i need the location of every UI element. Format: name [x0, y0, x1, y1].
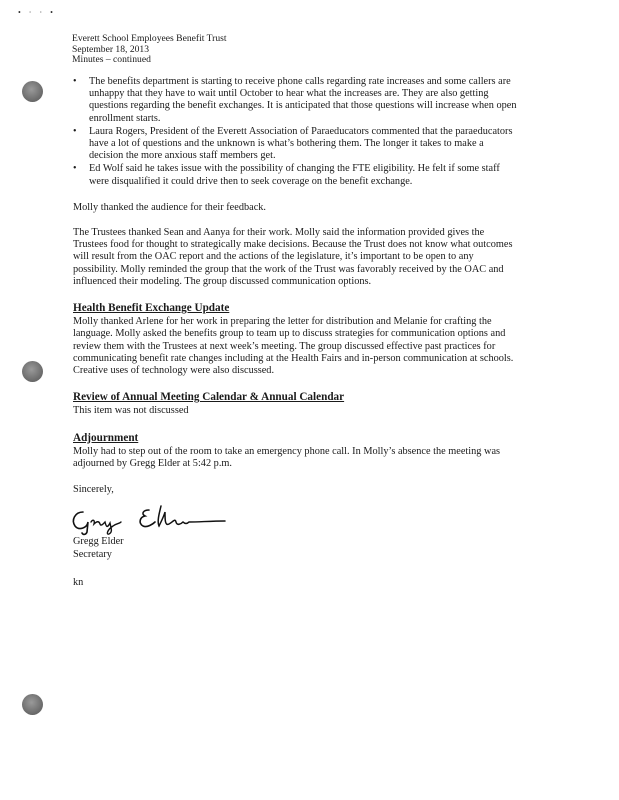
punch-hole-middle — [22, 361, 43, 382]
signature-image — [69, 502, 239, 536]
paragraph-trustees: The Trustees thanked Sean and Aanya for their work. Molly said the information provided gives the Trustees food for thought to strategically make decisions. Because the Trust does not know what outcomes will result from the OAC report and the actions of the legislature, it’s important to be open to any possibility. Molly reminded the group that the work of the Trust was favorably received by the OAC and influenced their modeling. The group discussed communication options. — [73, 227, 513, 287]
list-item — [73, 76, 518, 125]
section-heading-exchange: Health Benefit Exchange Update — [73, 302, 230, 315]
header-date: September 18, 2013 — [72, 43, 150, 55]
closing-block — [73, 484, 518, 589]
salutation: Sincerely, — [73, 484, 114, 496]
header-subtitle: Minutes – continued — [72, 54, 151, 65]
signer-name: Gregg Elder — [73, 536, 124, 548]
section-text-exchange: Molly thanked Arlene for her work in preparing the letter for distribution and Melanie for crafting the language. Molly asked the benefits group to team up to discuss strategies for communication options and review them with the Trustees at next week’s meeting. The group discussed effective past practices for communicating benefit rate changes including at the Health Fairs and in-person communication at schools. Creative uses of technology were also discussed. — [73, 316, 514, 377]
typist-initials: kn — [73, 576, 84, 588]
section-text-calendar: This item was not discussed — [73, 405, 189, 417]
bullet-icon: • — [73, 125, 77, 137]
scan-marks: • · · • — [18, 8, 56, 17]
document-body — [73, 76, 518, 589]
section-heading-adjournment: Adjournment — [73, 431, 139, 444]
punch-hole-bottom — [22, 694, 43, 715]
page-header — [72, 34, 227, 66]
handwritten-signature — [73, 502, 518, 536]
section-text-adjournment: Molly had to step out of the room to take an emergency phone call. In Molly’s absence the meeting was adjourned by Gregg Elder at 5:42 p.m. — [73, 445, 501, 470]
bullet-icon: • — [73, 163, 77, 175]
list-item — [73, 163, 518, 187]
list-item-text: Laura Rogers, President of the Everett Association of Paraeducators commented that the paraeducators have a lot of questions and the unknown is what’s bothering them. The longer it takes to make a decision the more anxious staff members get. — [89, 125, 513, 162]
comment-list — [73, 76, 518, 188]
list-item-text: Ed Wolf said he takes issue with the possibility of changing the FTE eligibility. He felt if some staff were disqualified it could drive then to seek coverage on the benefit exchange. — [89, 163, 500, 187]
bullet-icon: • — [73, 76, 77, 87]
signer-title: Secretary — [73, 548, 112, 560]
paragraph-thanks: Molly thanked the audience for their feedback. — [73, 201, 266, 213]
header-organization: Everett School Employees Benefit Trust — [72, 33, 227, 44]
list-item-text: The benefits department is starting to receive phone calls regarding rate increases and some callers are unhappy that they have to wait until October to hear what the increases are. They are also getting questions regarding the benefit exchanges. It is anticipated that those questions will increase when open enrollment starts. — [89, 76, 517, 124]
punch-hole-top — [22, 81, 43, 102]
section-heading-calendar: Review of Annual Meeting Calendar & Annual Calendar — [73, 391, 345, 404]
list-item — [73, 126, 518, 163]
